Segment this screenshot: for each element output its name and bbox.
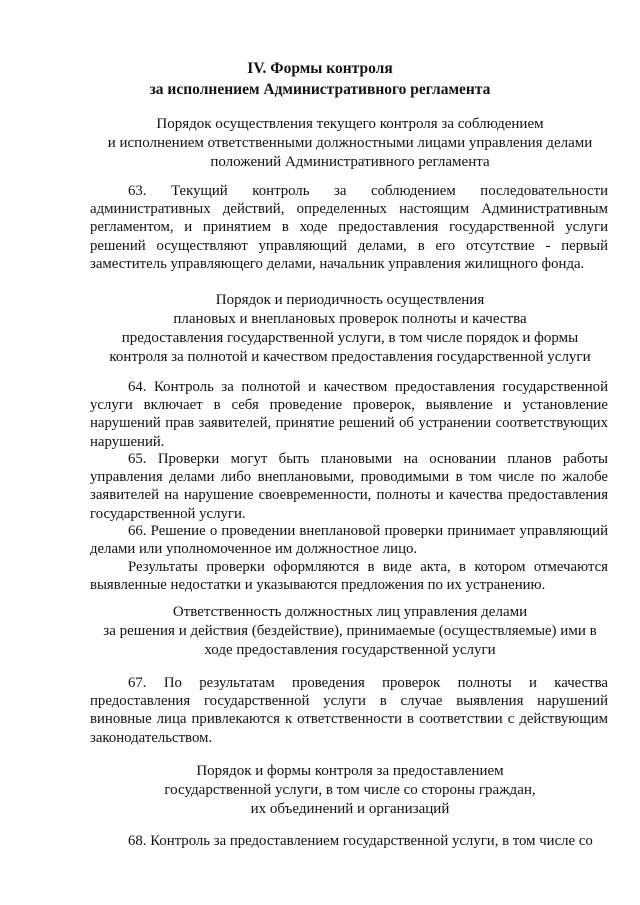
section-heading-responsibility [70,603,630,660]
heading-line: Порядок и формы контроля за предоставлением [196,763,504,779]
paragraph-66-results: Результаты проверки оформляются в виде акта, в котором отмечаются выявленные недостатки и указываются предложения по их устранению. [90,559,608,594]
heading-line: и исполнением ответственными должностными лицами управления делами [107,135,593,151]
heading-line: Порядок осуществления текущего контроля за соблюдением [156,116,544,132]
heading-line: предоставления государственной услуги, в том числе порядок и формы [121,330,579,346]
heading-line: государственной услуги, в том числе со стороны граждан, [164,782,536,798]
heading-line: плановых и внеплановых проверок полноты и качества [173,311,527,327]
paragraph-67: 67. По результатам проведения проверок полноты и качества предоставления государственной услуги в случае выявления нарушений виновные лица привлекаются к ответственности в соответствии с действующим законодательством. [90,675,608,746]
heading-line: положений Административного регламента [210,154,490,170]
section-heading-forms-of-control [70,762,630,819]
chapter-title-line-2: за исполнением Административного регламента [149,81,491,98]
paragraph-65: 65. Проверки могут быть плановыми на основании планов работы управления делами либо внеплановыми, проводимыми в том числе по жалобе заявителей на нарушение своевременности, полноты и качества предоставления государственной услуги. [90,451,608,522]
section-heading-inspections [70,291,630,367]
chapter-title-line-1: IV. Формы контроля [247,60,393,77]
paragraph-64: 64. Контроль за полнотой и качеством предоставления государственной услуги включает в себя проведение проверок, выявление и установление нарушений прав заявителей, принятие решений об устранении соответствующих нарушений. [90,379,608,450]
heading-line: Ответственность должностных лиц управления делами [172,604,528,620]
chapter-title [80,58,560,100]
heading-line: их объединений и организаций [250,801,450,817]
section-heading-current-control [70,115,630,172]
heading-line: контроля за полнотой и качеством предоставления государственной услуги [109,349,591,365]
heading-line: ходе предоставления государственной услуги [204,642,496,658]
heading-line: за решения и действия (бездействие), принимаемые (осуществляемые) ими в [103,623,597,639]
heading-line: Порядок и периодичность осуществления [215,292,485,308]
paragraph-68: 68. Контроль за предоставлением государственной услуги, в том числе со [128,833,593,849]
paragraph-63: 63. Текущий контроль за соблюдением последовательности административных действий, определенных настоящим Административным регламентом, и принятием в ходе предоставления государственной услуги решений осуществляют управляющий делами, в его отсутствие - первый заместитель управляющего делами, начальник управления жилищного фонда. [90,183,608,272]
paragraph-66: 66. Решение о проведении внеплановой проверки принимает управляющий делами или уполномоченное им должностное лицо. [90,523,608,558]
